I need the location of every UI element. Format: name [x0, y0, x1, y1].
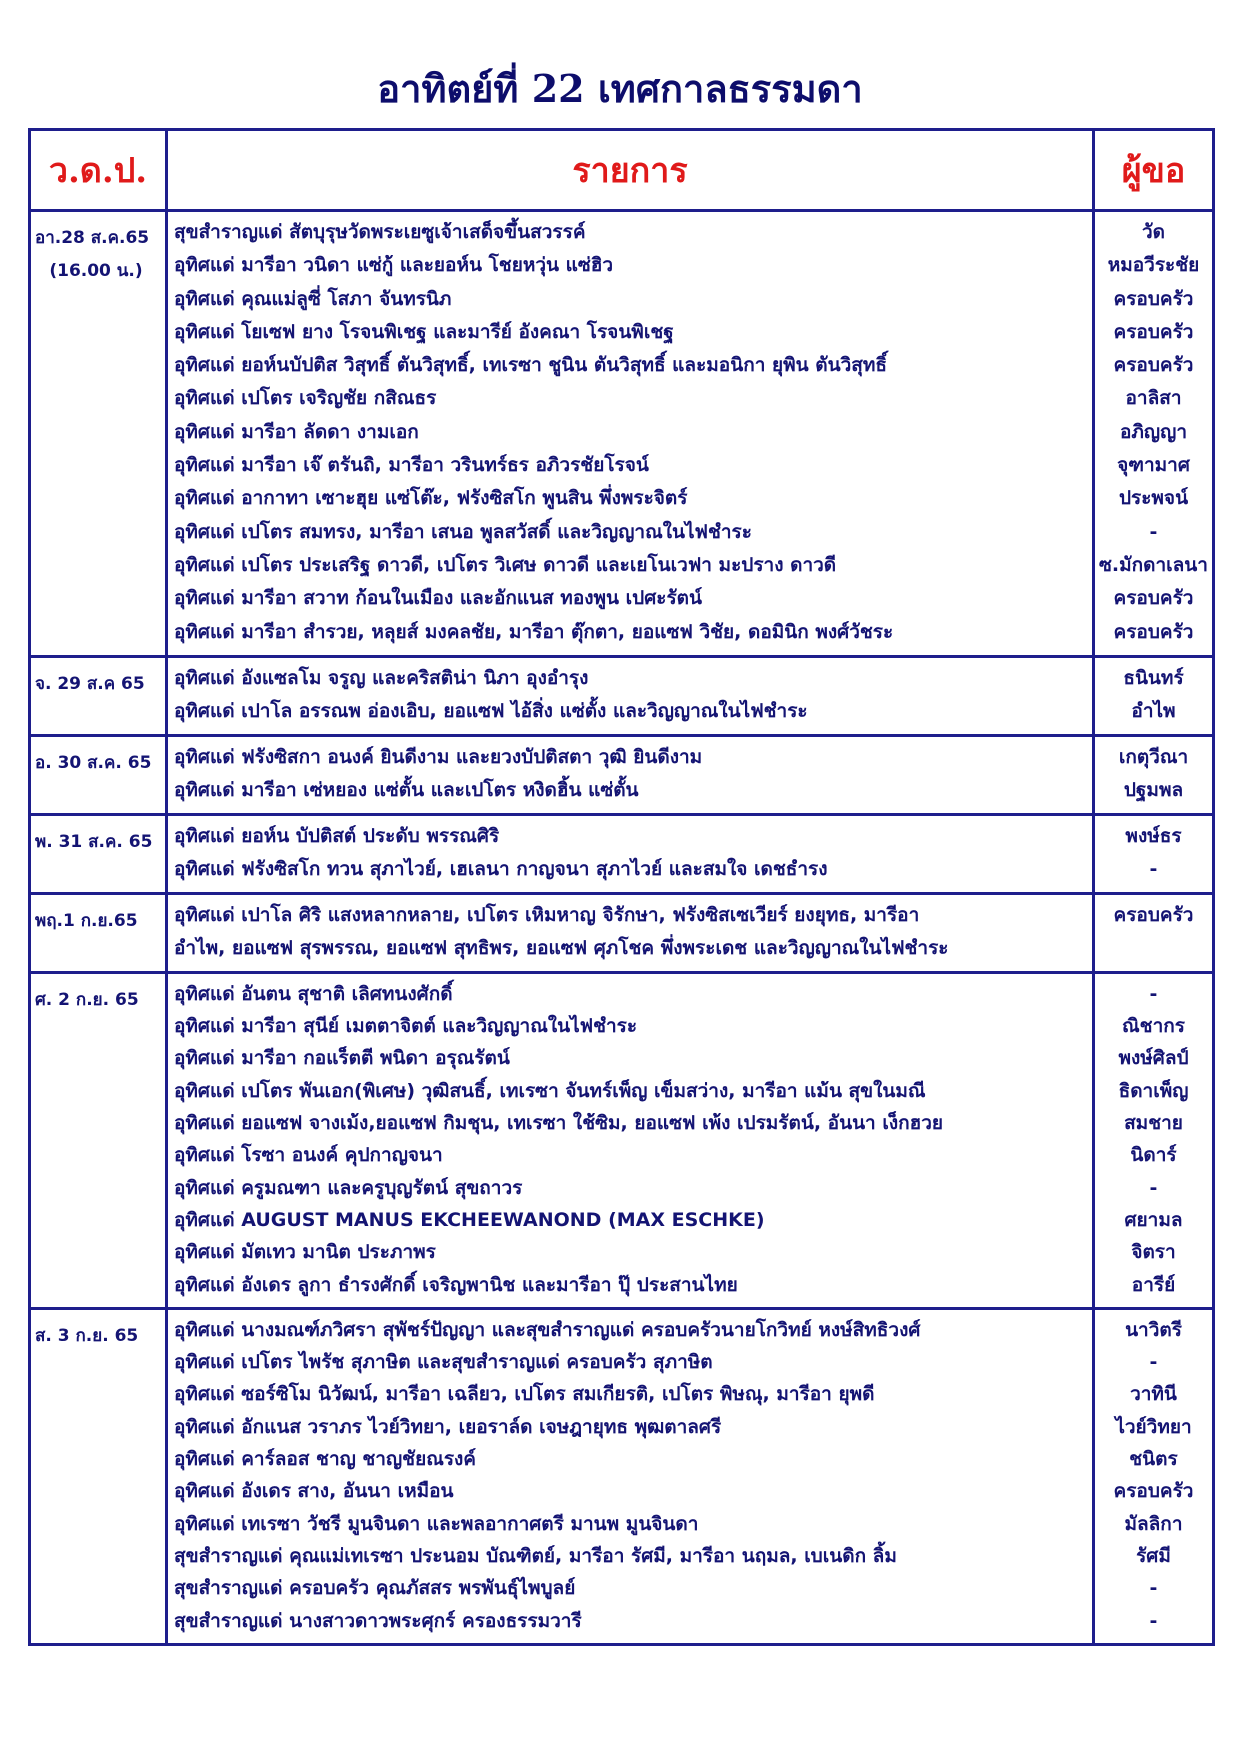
intention-line: สุขสำราญแด่ นางสาวดาวพระศุกร์ ครองธรรมวารี [174, 1609, 582, 1632]
intention-line: อุทิศแด่ อากาทา เซาะฮุย แซ่โต๊ะ, ฟรังซิสโก พูนสิน พึ่งพระจิตร์ [174, 487, 688, 510]
table-header [31, 131, 1212, 212]
intention-line: อุทิศแด่ อันตน สุชาติ เลิศทนงศักดิ์ [174, 982, 453, 1005]
requester-line: อาลิสา [1125, 387, 1182, 410]
date-text: พ. 31 ส.ค. 65 [35, 831, 153, 852]
page-title: อาทิตย์ที่ 22 เทศกาลธรรมดา [377, 66, 863, 111]
requester-line: ครอบครัว [1113, 587, 1194, 610]
intention-line: อุทิศแด่ เทเรซา วัชรี มูนจินดา และพลอากาศตรี มานพ มูนจินดา [174, 1512, 699, 1535]
requester-line: มัลลิกา [1124, 1512, 1183, 1535]
header-requester: ผู้ขอ [1121, 151, 1186, 191]
intention-line: อุทิศแด่ ยอห์น บัปติสต์ ประดับ พรรณศิริ [174, 824, 500, 847]
row-date [31, 212, 168, 655]
table-row [31, 895, 1212, 974]
intention-line: อุทิศแด่ ครูมณฑา และครูบุญรัตน์ สุขถาวร [174, 1176, 523, 1199]
row-date [31, 1310, 168, 1643]
intention-line: อุทิศแด่ มัตเทว มานิต ประภาพร [174, 1241, 436, 1264]
date-text: พฤ.1 ก.ย.65 [35, 910, 138, 931]
intention-line: อุทิศแด่ มารีอา สำรวย, หลุยส์ มงคลชัย, มารีอา ตุ๊กตา, ยอแซฟ วิชัย, ดอมินิก พงศ์วัชระ [174, 620, 894, 643]
intention-line: อุทิศแด่ คุณแม่ลูซี่ โสภา จันทรนิภ [174, 287, 452, 310]
intention-line: อุทิศแด่ เปาโล ศิริ แสงหลากหลาย, เปโตร เหิมหาญ จิรักษา, ฟรังซิสเซเวียร์ ยงยุทธ, มารีอา [174, 903, 920, 926]
requester-line: วาทินี [1130, 1383, 1177, 1406]
intention-line: อุทิศแด่ เปโตร ไพรัช สุภาษิต และสุขสำราญแด่ ครอบครัว สุภาษิต [174, 1351, 713, 1374]
intention-line: สุขสำราญแด่ คุณแม่เทเรซา ประนอม บัณฑิตย์, มารีอา รัศมี, มารีอา นฤมล, เบเนดิก ลิ้ม [174, 1544, 897, 1567]
row-date [31, 658, 168, 734]
requester-line: พงษ์ศิลป์ [1118, 1047, 1189, 1070]
intention-line: อุทิศแด่ อักแนส วราภร ไวย์วิทยา, เยอราล์ด เจษฎายุทธ พุฒตาลศรี [174, 1415, 722, 1438]
intention-line: อุทิศแด่ มารีอา สุนีย์ เมตตาจิตต์ และวิญญาณในไฟชำระ [174, 1015, 638, 1038]
requester-line: จิตรา [1131, 1241, 1176, 1264]
mass-intentions-table [28, 128, 1215, 1646]
intention-line: อุทิศแด่ ซอร์ซิโม นิวัฒน์, มารีอา เฉลียว, เปโตร สมเกียรติ, เปโตร พิษณุ, มารีอา ยุพดี [174, 1383, 875, 1406]
intention-line: อุทิศแด่ เปโตร พันเอก(พิเศษ) วุฒิสนธิ์, เทเรซา จันทร์เพ็ญ เข็มสว่าง, มารีอา แม้น สุขในมณี [174, 1079, 926, 1102]
intention-line: อุทิศแด่ มารีอา สวาท ก้อนในเมือง และอักแนส ทองพูน เปศะรัตน์ [174, 587, 703, 610]
requester-line: พงษ์ธร [1125, 824, 1182, 847]
requester-line: - [1149, 1609, 1158, 1632]
requester-line: อำไพ [1131, 699, 1176, 722]
row-items [168, 658, 1095, 734]
requester-line: ครอบครัว [1113, 354, 1194, 377]
intention-line: อุทิศแด่ เปาโล อรรณพ อ่องเอิบ, ยอแซฟ ไอ้สิ่ง แซ่ตั้ง และวิญญาณในไฟชำระ [174, 699, 808, 722]
requester-line: ธิดาเพ็ญ [1118, 1079, 1189, 1102]
row-requesters [1095, 212, 1212, 655]
requester-line: นาวิตรี [1125, 1318, 1182, 1341]
requester-line: - [1149, 1176, 1158, 1199]
row-items [168, 1310, 1095, 1643]
intention-line: อุทิศแด่ ยอห์นบัปติส วิสุทธิ์ ตันวิสุทธิ์, เทเรซา ชูนิน ตันวิสุทธิ์ และมอนิกา ยุพิน ตันวิสุทธิ์ [174, 354, 887, 377]
date-text: อ. 30 ส.ค. 65 [35, 752, 152, 773]
table-row [31, 212, 1212, 658]
intention-line: สุขสำราญแด่ ครอบครัว คุณภัสสร พรพันธุ์ไพบูลย์ [174, 1577, 576, 1600]
requester-line: ณิชากร [1122, 1015, 1185, 1038]
intention-line: อำไพ, ยอแซฟ สุรพรรณ, ยอแซฟ สุทธิพร, ยอแซฟ ศุภโชค พึ่งพระเดช และวิญญาณในไฟชำระ [174, 936, 949, 959]
intention-line: อุทิศแด่ ฟรังซิสกา อนงค์ ยินดีงาม และยวงบัปติสตา วุฒิ ยินดีงาม [174, 745, 703, 768]
intention-line: สุขสำราญแด่ สัตบุรุษวัดพระเยซูเจ้าเสด็จขึ้นสวรรค์ [174, 221, 586, 243]
intention-line: อุทิศแด่ เปโตร ประเสริฐ ดาวดี, เปโตร วิเศษ ดาวดี และเยโนเวฟา มะปราง ดาวดี [174, 553, 837, 576]
intention-line: อุทิศแด่ อังเดร สาง, อันนา เหมือน [174, 1480, 454, 1503]
intention-line: อุทิศแด่ คาร์ลอส ชาญ ชาญชัยณรงค์ [174, 1448, 477, 1471]
intention-line: อุทิศแด่ มารีอา วนิดา แซ่กู้ และยอห์น โชยหวุ่น แซ่ฮิว [174, 254, 614, 277]
intention-line: อุทิศแด่ อังเดร ลูกา ธำรงศักดิ์ เจริญพานิช และมารีอา ปุ๊ ประสานไทย [174, 1273, 738, 1296]
intention-line: อุทิศแด่ เปโตร สมทรง, มารีอา เสนอ พูลสวัสดิ์ และวิญญาณในไฟชำระ [174, 520, 752, 543]
row-requesters [1095, 895, 1212, 971]
row-items [168, 974, 1095, 1307]
row-requesters [1095, 658, 1212, 734]
row-requesters [1095, 816, 1212, 892]
intention-line: อุทิศแด่ เปโตร เจริญชัย กสิณธร [174, 387, 437, 410]
row-date [31, 895, 168, 971]
row-items [168, 737, 1095, 813]
requester-line: - [1149, 1351, 1158, 1374]
requester-line: นิดาร์ [1130, 1144, 1177, 1167]
requester-line: ธนินทร์ [1123, 666, 1184, 689]
requester-line: ครอบครัว [1113, 320, 1194, 343]
table-row [31, 737, 1212, 816]
requester-line: ครอบครัว [1113, 903, 1194, 926]
intention-line: อุทิศแด่ โรซา อนงค์ คุปกาญจนา [174, 1144, 443, 1167]
requester-line: - [1149, 857, 1158, 880]
requester-line: ครอบครัว [1113, 1480, 1194, 1503]
intention-line: อุทิศแด่ ยอแซฟ จางเม้ง,ยอแซฟ กิมชุน, เทเรซา ใช้ซิม, ยอแซฟ เพ้ง เปรมรัตน์, อันนา เง็กฮวย [174, 1112, 944, 1135]
row-date [31, 737, 168, 813]
table-row [31, 1310, 1212, 1643]
row-requesters [1095, 737, 1212, 813]
table-row [31, 974, 1212, 1310]
intention-line: อุทิศแด่ มารีอา เจ๊ ตรันถิ, มารีอา วรินทร์ธร อภิวรชัยโรจน์ [174, 454, 649, 477]
requester-line: สมชาย [1124, 1112, 1183, 1135]
intention-line: อุทิศแด่ มารีอา ลัดดา งามเอก [174, 420, 419, 443]
requester-line: - [1149, 982, 1158, 1005]
requester-line: จุฑามาศ [1117, 454, 1190, 477]
requester-line: วัด [1141, 221, 1165, 243]
date-text: ส. 3 ก.ย. 65 [35, 1325, 139, 1346]
header-date: ว.ด.ป. [31, 131, 168, 209]
requester-line: อภิญญา [1120, 420, 1187, 443]
intention-line: อุทิศแด่ มารีอา กอแร็ตตี พนิดา อรุณรัตน์ [174, 1047, 510, 1070]
table-row [31, 658, 1212, 737]
intention-line: อุทิศแด่ นางมณฑ์ภวิศรา สุพัชร์ปัญญา และสุขสำราญแด่ ครอบครัวนายโกวิทย์ หงษ์สิทธิวงศ์ [174, 1318, 921, 1341]
row-items [168, 895, 1095, 971]
requester-line: รัศมี [1136, 1544, 1171, 1567]
time-text: (16.00 น.) [49, 261, 143, 281]
row-requesters [1095, 974, 1212, 1307]
table-row [31, 816, 1212, 895]
requester-line: - [1149, 520, 1158, 543]
requester-line: - [1149, 1577, 1158, 1600]
requester-line: ศยามล [1124, 1208, 1183, 1231]
requester-line: ชนิตร [1129, 1448, 1178, 1471]
requester-line: หมอวีระชัย [1107, 254, 1200, 277]
requester-line: ประพจน์ [1118, 487, 1189, 510]
row-date [31, 974, 168, 1307]
requester-line: เกตุวีณา [1118, 745, 1189, 768]
requester-line: ไวย์วิทยา [1115, 1415, 1192, 1438]
intention-line: อุทิศแด่ AUGUST MANUS EKCHEEWANOND (MAX ESCHKE) [174, 1208, 765, 1231]
row-items [168, 816, 1095, 892]
intention-line: อุทิศแด่ โยเซฟ ยาง โรจนพิเชฐ และมารีย์ อังคณา โรจนพิเชฐ [174, 320, 674, 343]
row-date [31, 816, 168, 892]
row-items [168, 212, 1095, 655]
requester-line: ครอบครัว [1113, 287, 1194, 310]
requester-line: ปฐมพล [1123, 778, 1184, 801]
date-text: อา.28 ส.ค.65 [35, 228, 150, 248]
requester-line: อารีย์ [1131, 1273, 1176, 1296]
intention-line: อุทิศแด่ ฟรังซิสโก ทวน สุภาไวย์, เฮเลนา กาญจนา สุภาไวย์ และสมใจ เดชธำรง [174, 857, 828, 880]
intention-line: อุทิศแด่ อังแซลโม จรูญ และคริสติน่า นิภา อุงอำรุง [174, 666, 589, 689]
intention-line: อุทิศแด่ มารีอา เซ่หยอง แซ่ตั้น และเปโตร หงิดฮิ้น แซ่ตั้น [174, 778, 639, 801]
requester-line: ซ.มักดาเลนา [1099, 553, 1208, 576]
row-requesters [1095, 1310, 1212, 1643]
date-text: ศ. 2 ก.ย. 65 [35, 989, 139, 1010]
header-items: รายการ [168, 131, 1095, 209]
date-text: จ. 29 ส.ค 65 [35, 673, 145, 694]
requester-line: ครอบครัว [1113, 620, 1194, 643]
